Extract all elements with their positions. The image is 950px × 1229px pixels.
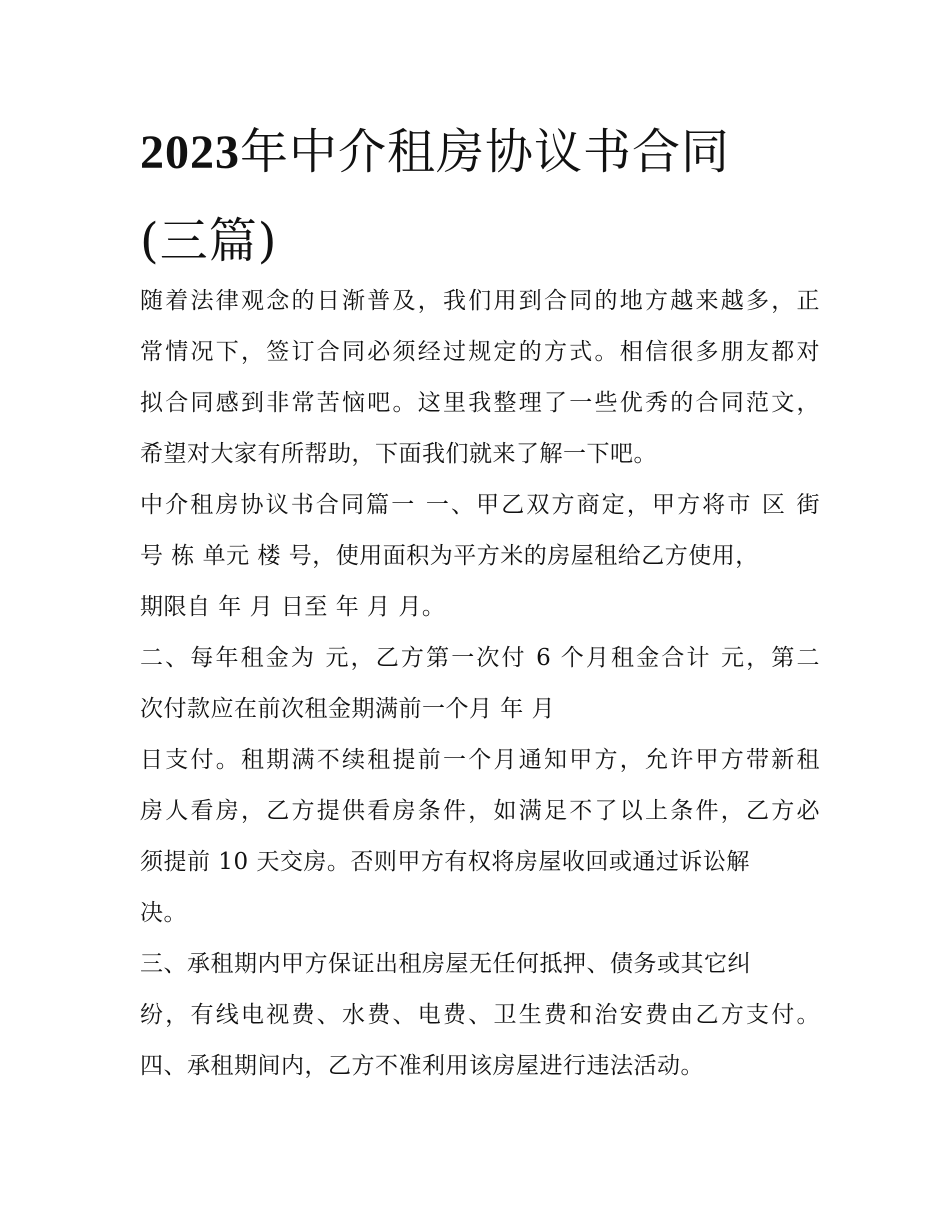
title-year: 2023 (140, 126, 240, 179)
body-line: 四、承租期间内，乙方不准利用该房屋进行违法活动。 (140, 1053, 704, 1079)
body-line: 房人看房，乙方提供看房条件，如满足不了以上条件，乙方必 (140, 798, 820, 824)
body-line: 次付款应在前次租金期满前一个月 年 月 (140, 696, 556, 722)
body-line: 常情况下，签订合同必须经过规定的方式。相信很多朋友都对 (140, 339, 820, 365)
body-line: 号 栋 单元 楼 号，使用面积为平方米的房屋租给乙方使用， (140, 543, 759, 569)
body-line: 须提前 10 天交房。否则甲方有权将房屋收回或通过诉讼解 (140, 849, 750, 875)
body-line: 三、承租期内甲方保证出租房屋无任何抵押、债务或其它纠 (140, 951, 751, 977)
document-title (140, 108, 820, 285)
title-subtitle: (三篇) (140, 213, 278, 269)
body-line: 纷，有线电视费、水费、电费、卫生费和治安费由乙方支付。 (140, 1002, 820, 1028)
body-line: 二、每年租金为 元，乙方第一次付 6 个月租金合计 元，第二 (140, 645, 820, 671)
document-body (140, 276, 820, 1092)
body-line: 中介租房协议书合同篇一 一、甲乙双方商定，甲方将市 区 街 (140, 492, 820, 518)
title-text: 年中介租房协议书合同 (240, 124, 731, 180)
body-line: 随着法律观念的日渐普及，我们用到合同的地方越来越多，正 (140, 288, 820, 314)
body-line: 希望对大家有所帮助，下面我们就来了解一下吧。 (140, 441, 657, 467)
body-line: 拟合同感到非常苦恼吧。这里我整理了一些优秀的合同范文， (140, 390, 820, 416)
body-line: 决。 (140, 900, 187, 926)
body-line: 日支付。租期满不续租提前一个月通知甲方，允许甲方带新租 (140, 747, 820, 773)
body-line: 期限自 年 月 日至 年 月 月。 (140, 594, 446, 620)
